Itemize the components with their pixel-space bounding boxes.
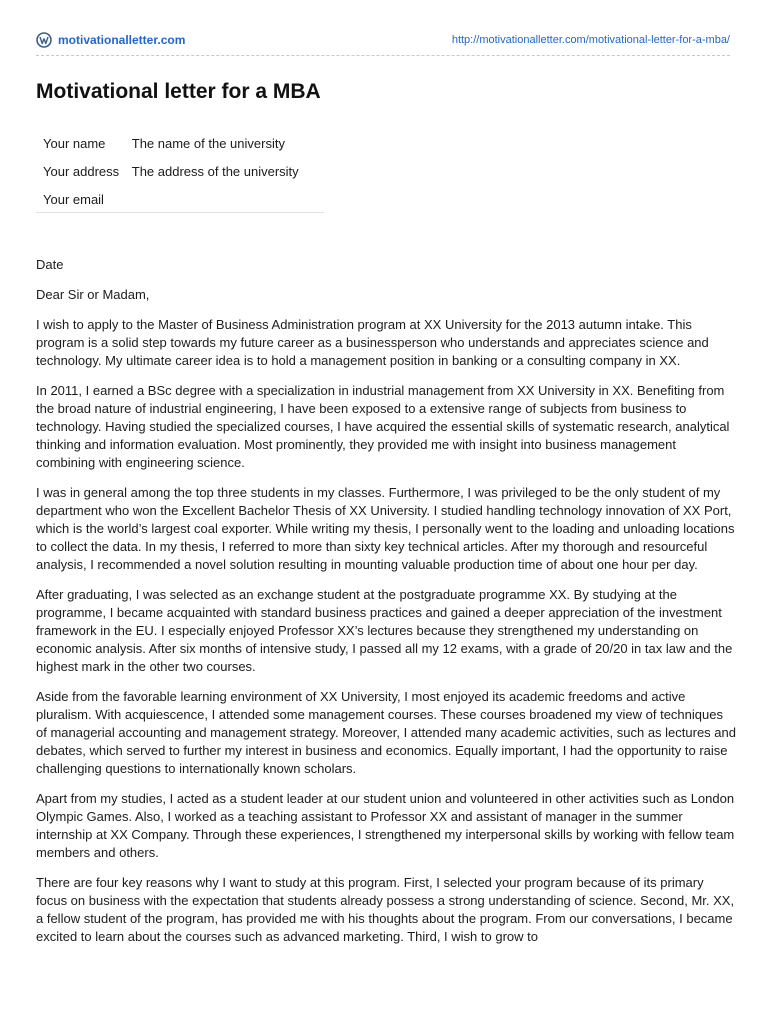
address-row: [36, 157, 324, 185]
letter-paragraph: In 2011, I earned a BSc degree with a specialization in industrial management from XX University in XX. Benefiting from the broad nature of industrial engineering, I have been exposed to a extensive range of subjects from business to technology. Having studied the specialized courses, I have acquired the essential skills of systematic research, analytical thinking and information evaluation. Most prominently, they provided me with insight into business management combining with engineering science.: [36, 383, 730, 470]
letter-paragraph: Aside from the favorable learning environment of XX University, I most enjoyed its academic freedoms and active pluralism. With acquiescence, I attended some management courses. These courses broadened my view of techniques of managerial accounting and management strategy. Moreover, I attended many academic activities, such as lectures and debates, which served to further my interest in business and economics. Equally important, I had the opportunity to raise challenging questions to internationally known scholars.: [36, 689, 736, 776]
letter-paragraph: Apart from my studies, I acted as a student leader at our student union and volunteered in other activities such as London Olympic Games. Also, I worked as a teaching assistant to Professor XX and assistant of manager in the summer internship at XX Company. Through these experiences, I strengthened my interpersonal skills by working with fellow team members and others.: [36, 791, 735, 860]
letter-paragraph: After graduating, I was selected as an exchange student at the postgraduate programme XX. By studying at the programme, I became acquainted with standard business practices and gained a deeper appreciation of the investment framework in the EU. I especially enjoyed Professor XX’s lectures because they strengthened my understanding on economic analysis. After six months of intensive study, I passed all my 12 exams, with a grade of 20/20 in tax law and the highest mark in the other two courses.: [36, 587, 733, 674]
letter-paragraph: I was in general among the top three students in my classes. Furthermore, I was privileged to be the only student of my department who won the Excellent Bachelor Thesis of XX University. I studied handling technology innovation of XX Port, which is the world’s largest coal exporter. While writing my thesis, I personally went to the loading and unloading locations to collect the data. In my thesis, I referred to more than sixty key technical articles. After my thorough and resourceful analysis, I recommended a novel solution resulting in mounting valuable production time of about one hour per day.: [36, 485, 735, 572]
recipient-empty: [132, 185, 324, 213]
site-header: [36, 32, 730, 52]
sender-address: Your address: [43, 163, 120, 179]
address-divider: [36, 212, 324, 213]
letter-date: Date: [36, 257, 64, 272]
letter-paragraph: I wish to apply to the Master of Business Administration program at XX University for the 2013 autumn intake. This program is a solid step towards my future career as a businessperson who understands and appreciates science and technology. My ultimate career idea is to hold a management position in banking or a consulting company in XX.: [36, 317, 709, 368]
recipient-name: The name of the university: [131, 135, 285, 151]
address-table: [36, 129, 324, 213]
recipient-address: The address of the university: [131, 163, 299, 179]
sender-name: Your name: [43, 135, 106, 151]
address-row: [36, 129, 324, 157]
letter-body: [36, 256, 736, 958]
header-divider: [36, 55, 730, 56]
page-url-link[interactable]: http://motivationalletter.com/motivational-letter-for-a-mba/: [451, 34, 730, 46]
wordpress-logo-icon: [36, 32, 52, 48]
site-brand[interactable]: [36, 32, 185, 48]
letter-paragraph: There are four key reasons why I want to study at this program. First, I selected your program because of its primary focus on business with the expectation that students already possess a strong understanding of science. Second, Mr. XX, a fellow student of the program, has provided me with his thoughts about the program. From our conversations, I became excited to learn about the courses such as advanced marketing. Third, I wish to grow to: [36, 875, 735, 944]
page-title: Motivational letter for a MBA: [36, 80, 321, 103]
letter-salutation: Dear Sir or Madam,: [36, 287, 150, 302]
address-row: [36, 185, 324, 213]
sender-email: Your email: [43, 191, 104, 207]
site-name-link[interactable]: motivationalletter.com: [58, 33, 186, 47]
